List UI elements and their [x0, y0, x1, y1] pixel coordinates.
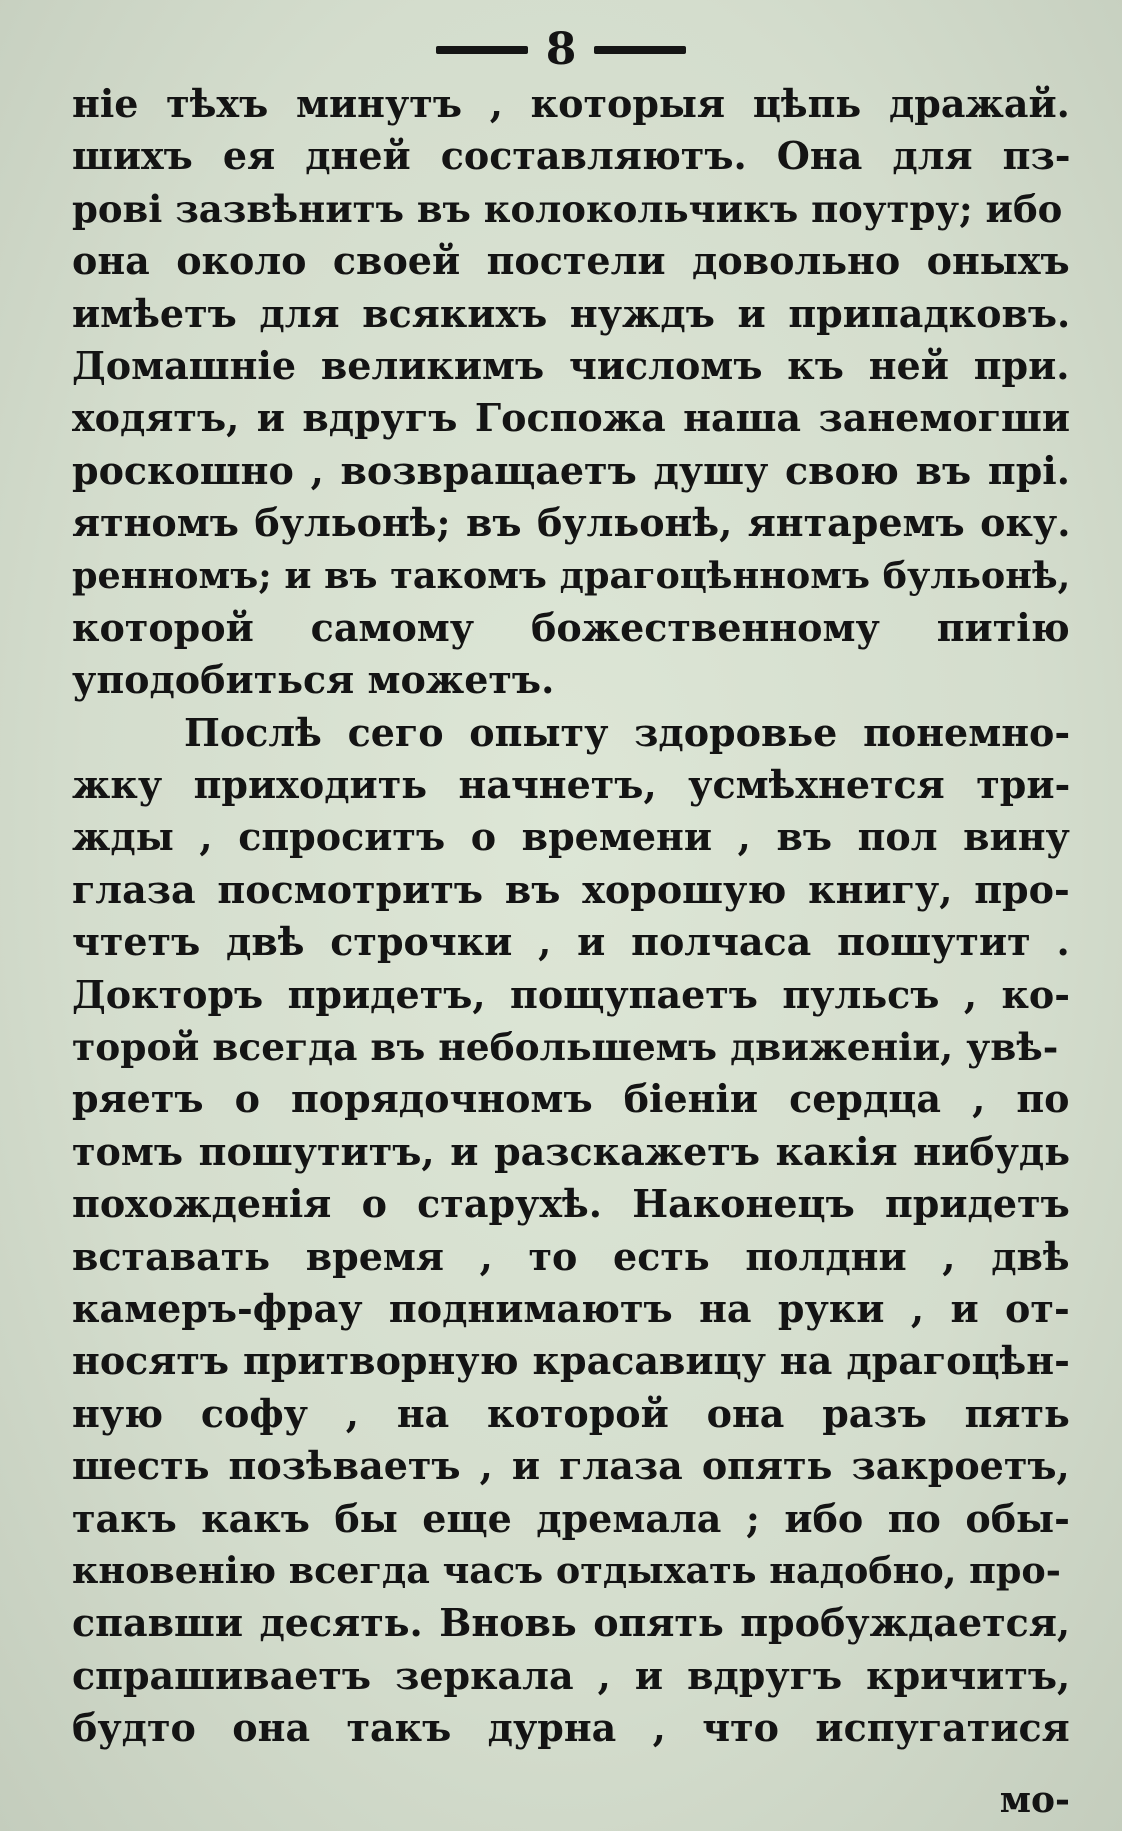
- text-line: носятъ притворную красавицу на драгоцѣн-: [72, 1338, 1070, 1384]
- text-line: похожденія о старухѣ. Наконецъ придетъ: [72, 1181, 1070, 1227]
- text-line: ренномъ; и въ такомъ драгоцѣнномъ бульонѣ,: [72, 553, 1070, 597]
- header-rule-left: [436, 46, 528, 54]
- text-line: ходятъ, и вдругъ Госпожа наша занемогши: [72, 395, 1070, 441]
- text-line: которой самому божественному питію: [72, 604, 1070, 650]
- text-line: она около своей постели довольно оныхъ: [72, 238, 1070, 284]
- text-line: спрашиваетъ зеркала , и вдругъ кричитъ,: [72, 1652, 1070, 1698]
- catchword: мо-: [999, 1779, 1070, 1821]
- text-line: ную софу , на которой она разъ пять: [72, 1390, 1070, 1436]
- text-line: шихъ ея дней составляютъ. Она для пз-: [72, 133, 1070, 179]
- text-line: кновенію всегда часъ отдыхать надобно, про-: [72, 1548, 1061, 1592]
- text-line: томъ пошутитъ, и разскажетъ какія нибудь: [72, 1128, 1070, 1174]
- text-line: будто она такъ дурна , что испугатися: [72, 1705, 1070, 1751]
- text-line: вставать время , то есть полдни , двѣ: [72, 1233, 1070, 1279]
- text-line: ятномъ бульонѣ; въ бульонѣ, янтаремъ оку.: [72, 500, 1070, 546]
- page-number: 8: [545, 24, 577, 75]
- text-line: торой всегда въ небольшемъ движеніи, увѣ-: [72, 1025, 1059, 1070]
- text-line: ніе тѣхъ минутъ , которыя цѣпь дражай.: [72, 81, 1070, 126]
- text-line: жку приходить начнетъ, усмѣхнется три-: [72, 762, 1070, 808]
- text-line: чтетъ двѣ строчки , и полчаса пошутит .: [72, 919, 1070, 965]
- text-line: такъ какъ бы еще дремала ; ибо по обы-: [72, 1495, 1070, 1541]
- text-line: спавши десять. Вновь опять пробуждается,: [72, 1600, 1070, 1646]
- text-line: ряетъ о порядочномъ біеніи сердца , по: [72, 1076, 1070, 1122]
- text-line: роскошно , возвращаетъ душу свою въ прі.: [72, 447, 1070, 493]
- text-line: жды , спроситъ о времени , въ пол вину: [72, 814, 1070, 860]
- text-line: имѣетъ для всякихъ нуждъ и припадковъ.: [72, 290, 1070, 336]
- text-line: шесть позѣваетъ , и глаза опять закроетъ,: [72, 1443, 1070, 1489]
- text-line: глаза посмотритъ въ хорошую книгу, про-: [72, 866, 1070, 912]
- page-header: [0, 22, 1122, 78]
- header-rule-right: [594, 46, 686, 54]
- text-line: уподобиться можетъ.: [72, 657, 555, 703]
- text-line: камеръ-фрау поднимаютъ на руки , и от-: [72, 1285, 1070, 1331]
- text-line: Докторъ придетъ, пощупаетъ пульсъ , ко-: [72, 971, 1070, 1017]
- body-text: [72, 78, 1070, 1755]
- paragraph-start-line: Послѣ сего опыту здоровье понемно-: [184, 709, 1070, 755]
- text-line: рові зазвѣнитъ въ колокольчикъ поутру; ибо: [72, 186, 1063, 231]
- text-line: Домашніе великимъ числомъ къ ней при.: [72, 342, 1070, 388]
